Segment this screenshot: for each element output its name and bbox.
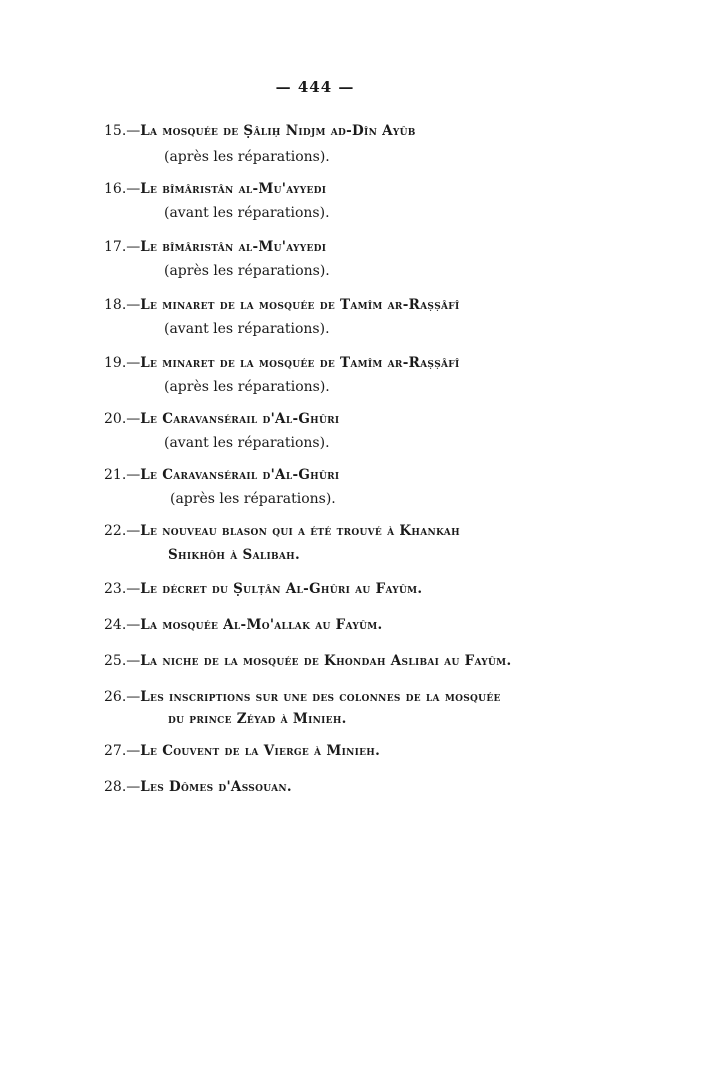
entry-title: La mosquée Al-Mo'allak au Fayûm. <box>140 617 383 633</box>
entry-number: 20.— <box>104 411 141 427</box>
entry-number: 18.— <box>104 297 141 313</box>
entry-number: 15.— <box>104 123 141 139</box>
entry-title: Le bîmâristân al-Mu'ayyedi <box>140 181 327 197</box>
entry-number: 28.— <box>104 779 141 795</box>
entry-title: Le Couvent de la Vierge à Minieh. <box>140 743 381 759</box>
entry-subtitle: (après les réparations). <box>170 491 336 507</box>
entry-number: 19.— <box>104 355 141 371</box>
entry-subtitle: (avant les réparations). <box>164 321 330 337</box>
entry-number: 23.— <box>104 581 141 597</box>
entry-number: 16.— <box>104 181 141 197</box>
entry-subtitle: (après les réparations). <box>164 149 330 165</box>
entry-number: 22.— <box>104 523 141 539</box>
entry-title: La mosquée de Ṣâliḥ Nidjm ad-Dîn Ayûb <box>140 123 416 139</box>
entry-title: Le nouveau blason qui a été trouvé à Khankah <box>140 523 460 539</box>
entry-number: 24.— <box>104 617 141 633</box>
entry-number: 27.— <box>104 743 141 759</box>
entry-number: 21.— <box>104 467 141 483</box>
entry-subtitle: (avant les réparations). <box>164 205 330 221</box>
entry-subtitle: (après les réparations). <box>164 379 330 395</box>
entry-title: Le décret du Ṣulṭân Al-Ghûri au Fayûm. <box>140 581 423 597</box>
entry-continuation: Shikhôh à Salibah. <box>168 547 300 563</box>
entry-subtitle: (après les réparations). <box>164 263 330 279</box>
entry-number: 25.— <box>104 653 141 669</box>
entry-title: Les Dômes d'Assouan. <box>140 779 292 795</box>
entry-subtitle: (avant les réparations). <box>164 435 330 451</box>
entry-title: Le minaret de la mosquée de Tamîm ar-Raṣṣâfî <box>140 355 460 371</box>
entry-title: Le bîmâristân al-Mu'ayyedi <box>140 239 327 255</box>
entry-title: Le minaret de la mosquée de Tamîm ar-Raṣṣâfî <box>140 297 460 313</box>
entry-title: Le Caravansérail d'Al-Ghûri <box>140 467 340 483</box>
entry-title: Les inscriptions sur une des colonnes de la mosquée <box>140 689 501 705</box>
entry-number: 26.— <box>104 689 141 705</box>
entry-continuation: du prince Zéyad à Minieh. <box>168 711 347 727</box>
entry-title: Le Caravansérail d'Al-Ghûri <box>140 411 340 427</box>
entry-number: 17.— <box>104 239 141 255</box>
entry-title: La niche de la mosquée de Khondah Aslibai au Fayûm. <box>140 653 512 669</box>
page-number: — 444 — <box>275 78 355 96</box>
